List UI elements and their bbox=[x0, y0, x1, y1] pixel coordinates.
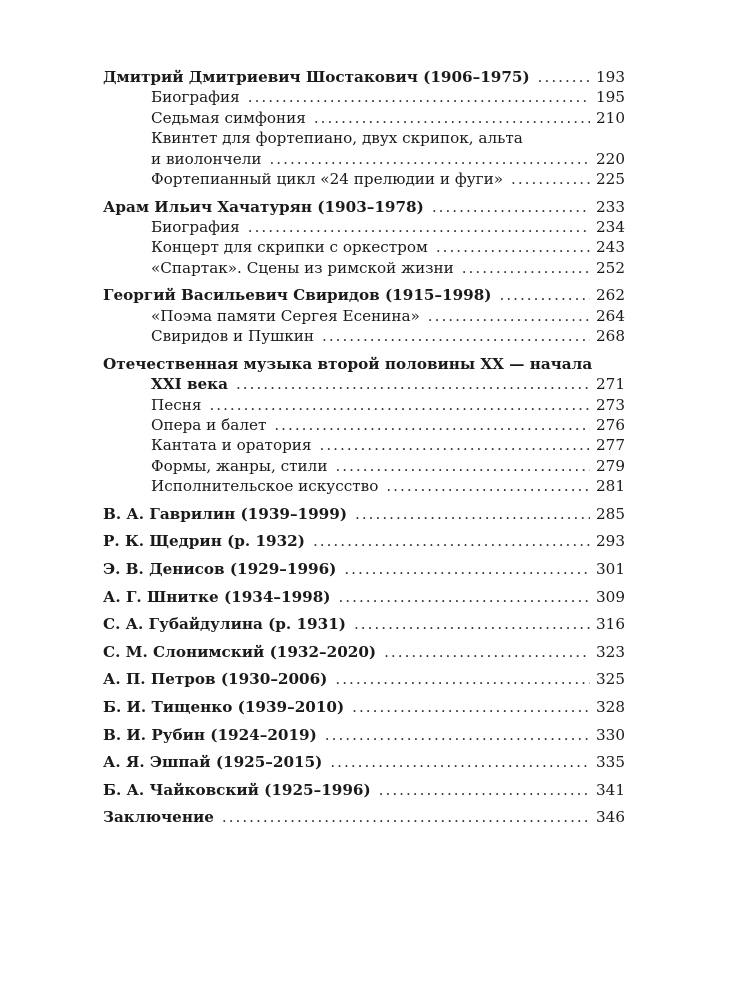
toc-subentry bbox=[103, 326, 625, 346]
toc-entry-title: Концерт для скрипки с оркестром bbox=[151, 238, 428, 257]
toc-entry bbox=[103, 285, 625, 305]
section-gap bbox=[103, 189, 625, 196]
section-gap bbox=[103, 607, 625, 614]
page-number: 210 bbox=[596, 108, 625, 127]
page-number: 335 bbox=[596, 753, 625, 772]
toc-entry-title: Дмитрий Дмитриевич Шостакович (1906–1975) bbox=[103, 68, 530, 86]
page-number: 268 bbox=[596, 327, 625, 346]
toc-entry bbox=[103, 614, 625, 634]
dot-leader bbox=[209, 395, 590, 415]
toc-subentry bbox=[103, 306, 625, 326]
toc-entry-title: В. И. Рубин (1924–2019) bbox=[103, 725, 317, 744]
page-number: 252 bbox=[596, 258, 625, 277]
page-number: 225 bbox=[596, 170, 625, 189]
toc-entry-title: Песня bbox=[151, 395, 202, 414]
toc-subentry bbox=[103, 149, 625, 169]
table-of-contents bbox=[103, 67, 625, 828]
section-gap bbox=[103, 579, 625, 586]
dot-leader bbox=[462, 258, 590, 278]
section-gap bbox=[103, 635, 625, 642]
toc-entry-title: В. А. Гаврилин (1939–1999) bbox=[103, 504, 348, 523]
section-gap bbox=[103, 497, 625, 504]
dot-leader bbox=[322, 326, 590, 346]
dot-leader bbox=[335, 669, 590, 689]
dot-leader bbox=[344, 559, 590, 579]
toc-subentry bbox=[103, 128, 625, 148]
dot-leader bbox=[355, 504, 590, 524]
toc-entry-title: Заключение bbox=[103, 808, 214, 827]
toc-entry-title: Исполнительское искусство bbox=[151, 477, 379, 496]
dot-leader bbox=[335, 456, 590, 476]
section-gap bbox=[103, 717, 625, 724]
section-gap bbox=[103, 524, 625, 531]
page-number: 271 bbox=[596, 375, 625, 394]
dot-leader bbox=[511, 169, 590, 189]
page-number: 281 bbox=[596, 477, 625, 496]
page-number: 325 bbox=[596, 670, 625, 689]
toc-entry-title: Р. К. Щедрин (р. 1932) bbox=[103, 532, 305, 551]
page-number: 279 bbox=[596, 456, 625, 475]
toc-entry-title: С. А. Губайдулина (р. 1931) bbox=[103, 615, 346, 634]
page-number: 195 bbox=[596, 88, 625, 107]
toc-entry-title: Б. А. Чайковский (1925–1996) bbox=[103, 780, 371, 799]
toc-subentry bbox=[103, 395, 625, 415]
toc-subentry bbox=[103, 374, 625, 394]
toc-entry bbox=[103, 531, 625, 551]
toc-entry-title: Опера и балет bbox=[151, 416, 267, 435]
page-number: 328 bbox=[596, 698, 625, 717]
toc-entry-title: Георгий Васильевич Свиридов (1915–1998) bbox=[103, 286, 492, 305]
section-gap bbox=[103, 745, 625, 752]
page-number: 276 bbox=[596, 416, 625, 435]
toc-entry-title: Арам Ильич Хачатурян (1903–1978) bbox=[103, 197, 424, 216]
toc-entry-title: Свиридов и Пушкин bbox=[151, 327, 314, 346]
dot-leader bbox=[379, 780, 590, 800]
dot-leader bbox=[386, 476, 590, 496]
page-number: 277 bbox=[596, 436, 625, 455]
toc-entry-title: Квинтет для фортепиано, двух скрипок, альта bbox=[151, 129, 523, 148]
toc-entry bbox=[103, 752, 625, 772]
toc-entry-title: А. П. Петров (1930–2006) bbox=[103, 670, 328, 689]
toc-entry-title: Э. В. Денисов (1929–1996) bbox=[103, 560, 337, 579]
dot-leader bbox=[432, 197, 590, 217]
dot-leader bbox=[248, 87, 590, 107]
page-number: 262 bbox=[596, 286, 625, 305]
page-number: 330 bbox=[596, 725, 625, 744]
toc-entry bbox=[103, 197, 625, 217]
dot-leader bbox=[384, 642, 590, 662]
section-gap bbox=[103, 773, 625, 780]
page-number: 293 bbox=[596, 532, 625, 551]
toc-entry-title: XXI века bbox=[151, 375, 228, 394]
page-number: 193 bbox=[596, 68, 625, 86]
toc-entry bbox=[103, 780, 625, 800]
page-number: 346 bbox=[596, 808, 625, 827]
page-number: 301 bbox=[596, 560, 625, 579]
dot-leader bbox=[500, 285, 591, 305]
toc-subentry bbox=[103, 169, 625, 189]
page-number: 233 bbox=[596, 197, 625, 216]
page-number: 220 bbox=[596, 149, 625, 168]
dot-leader bbox=[236, 374, 590, 394]
page-number: 243 bbox=[596, 238, 625, 257]
page-number: 341 bbox=[596, 780, 625, 799]
dot-leader bbox=[428, 306, 590, 326]
toc-entry-title: «Поэма памяти Сергея Есенина» bbox=[151, 306, 420, 325]
toc-entry-title: А. Я. Эшпай (1925–2015) bbox=[103, 753, 323, 772]
dot-leader bbox=[325, 725, 590, 745]
page-number: 234 bbox=[596, 218, 625, 237]
dot-leader bbox=[320, 435, 590, 455]
dot-leader bbox=[222, 807, 590, 827]
page-number: 309 bbox=[596, 587, 625, 606]
section-gap bbox=[103, 800, 625, 807]
page-number: 264 bbox=[596, 306, 625, 325]
toc-subentry bbox=[103, 87, 625, 107]
dot-leader bbox=[538, 67, 590, 87]
toc-entry-title: С. М. Слонимский (1932–2020) bbox=[103, 642, 377, 661]
toc-entry bbox=[103, 642, 625, 662]
toc-entry-title: Фортепианный цикл «24 прелюдии и фуги» bbox=[151, 170, 504, 189]
section-gap bbox=[103, 278, 625, 285]
toc-entry bbox=[103, 669, 625, 689]
toc-entry bbox=[103, 67, 625, 87]
toc-subentry bbox=[103, 476, 625, 496]
dot-leader bbox=[313, 531, 590, 551]
page-number: 316 bbox=[596, 615, 625, 634]
toc-subentry bbox=[103, 258, 625, 278]
toc-entry bbox=[103, 559, 625, 579]
toc-subentry bbox=[103, 456, 625, 476]
toc-entry-title: «Спартак». Сцены из римской жизни bbox=[151, 258, 454, 277]
section-gap bbox=[103, 690, 625, 697]
toc-entry bbox=[103, 725, 625, 745]
dot-leader bbox=[269, 149, 590, 169]
dot-leader bbox=[314, 108, 590, 128]
section-gap bbox=[103, 347, 625, 354]
dot-leader bbox=[352, 697, 590, 717]
toc-subentry bbox=[103, 237, 625, 257]
toc-entry-title: Седьмая симфония bbox=[151, 108, 306, 127]
page-number: 273 bbox=[596, 395, 625, 414]
dot-leader bbox=[330, 752, 590, 772]
toc-entry bbox=[103, 697, 625, 717]
toc-entry bbox=[103, 587, 625, 607]
toc-entry-title: Кантата и оратория bbox=[151, 436, 312, 455]
page-number: 285 bbox=[596, 504, 625, 523]
toc-subentry bbox=[103, 415, 625, 435]
dot-leader bbox=[354, 614, 590, 634]
toc-entry-title: Биография bbox=[151, 88, 240, 107]
dot-leader bbox=[338, 587, 590, 607]
section-gap bbox=[103, 552, 625, 559]
toc-entry-title: Биография bbox=[151, 218, 240, 237]
dot-leader bbox=[436, 237, 590, 257]
toc-entry-title: Формы, жанры, стили bbox=[151, 456, 328, 475]
page-number: 323 bbox=[596, 642, 625, 661]
toc-entry-title: Отечественная музыка второй половины XX — начала bbox=[103, 354, 593, 373]
section-gap bbox=[103, 662, 625, 669]
toc-subentry bbox=[103, 217, 625, 237]
toc-entry bbox=[103, 807, 625, 827]
dot-leader bbox=[248, 217, 590, 237]
toc-subentry bbox=[103, 435, 625, 455]
toc-subentry bbox=[103, 108, 625, 128]
dot-leader bbox=[274, 415, 590, 435]
toc-entry-title: Б. И. Тищенко (1939–2010) bbox=[103, 698, 345, 717]
toc-entry-title: и виолончели bbox=[151, 149, 262, 168]
toc-entry bbox=[103, 354, 625, 374]
toc-entry bbox=[103, 504, 625, 524]
toc-entry-title: А. Г. Шнитке (1934–1998) bbox=[103, 587, 331, 606]
